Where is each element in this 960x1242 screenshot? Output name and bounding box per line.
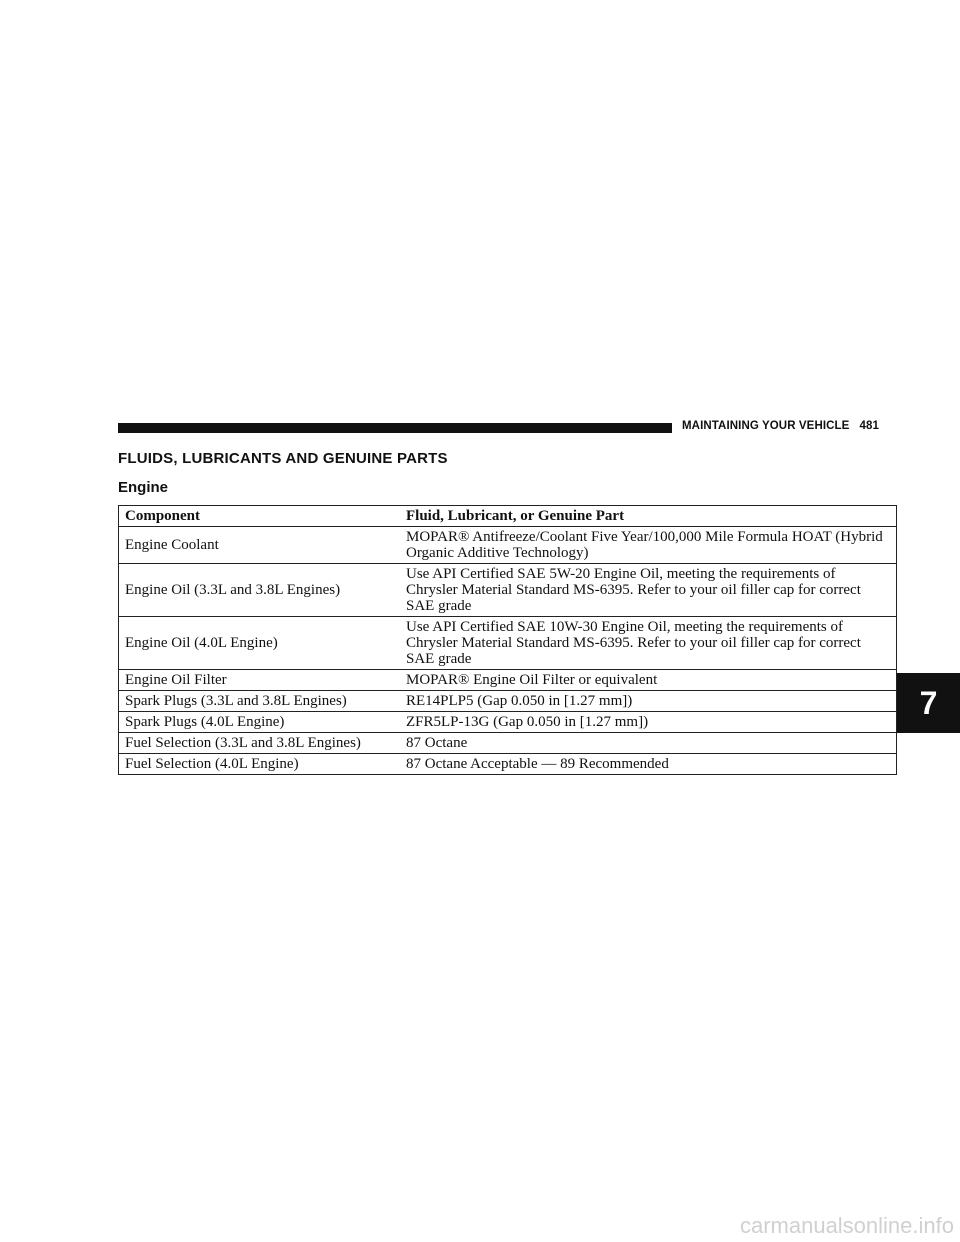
component-cell: Engine Oil Filter (119, 670, 402, 691)
table-row (119, 712, 897, 733)
table-row (119, 564, 897, 617)
engine-fluids-table (118, 505, 897, 775)
fluid-cell: MOPAR® Antifreeze/Coolant Five Year/100,000 Mile Formula HOAT (Hybrid Organic Additive Technology) (401, 527, 897, 564)
component-cell: Engine Coolant (119, 527, 402, 564)
running-header (682, 420, 879, 432)
component-cell: Engine Oil (3.3L and 3.8L Engines) (119, 564, 402, 617)
page-number: 481 (859, 420, 879, 432)
fluid-cell: Use API Certified SAE 10W-30 Engine Oil, meeting the requirements of Chrysler Material Standard MS-6395. Refer to your oil filler cap for correct SAE grade (401, 617, 897, 670)
subsection-title: Engine (118, 479, 169, 496)
component-cell: Spark Plugs (3.3L and 3.8L Engines) (119, 691, 402, 712)
fluid-cell: MOPAR® Engine Oil Filter or equivalent (401, 670, 897, 691)
watermark: carmanualsonline.info (739, 1213, 954, 1238)
chapter-tab: 7 (897, 673, 960, 733)
fluid-cell: ZFR5LP-13G (Gap 0.050 in [1.27 mm]) (401, 712, 897, 733)
fluid-cell: 87 Octane (401, 733, 897, 754)
fluid-cell: RE14PLP5 (Gap 0.050 in [1.27 mm]) (401, 691, 897, 712)
table-row (119, 733, 897, 754)
fluid-cell: Use API Certified SAE 5W-20 Engine Oil, meeting the requirements of Chrysler Material Standard MS-6395. Refer to your oil filler cap for correct SAE grade (401, 564, 897, 617)
component-cell: Engine Oil (4.0L Engine) (119, 617, 402, 670)
table-header-row (119, 506, 897, 527)
section-title: FLUIDS, LUBRICANTS AND GENUINE PARTS (118, 450, 448, 467)
header-section-title: MAINTAINING YOUR VEHICLE (682, 420, 850, 432)
table-row (119, 617, 897, 670)
header-rule (118, 423, 672, 433)
fluid-cell: 87 Octane Acceptable — 89 Recommended (401, 754, 897, 775)
table-row (119, 754, 897, 775)
component-cell: Fuel Selection (4.0L Engine) (119, 754, 402, 775)
table-row (119, 691, 897, 712)
table-row (119, 670, 897, 691)
table-row (119, 527, 897, 564)
component-cell: Fuel Selection (3.3L and 3.8L Engines) (119, 733, 402, 754)
component-cell: Spark Plugs (4.0L Engine) (119, 712, 402, 733)
column-header-component: Component (119, 506, 402, 527)
column-header-fluid: Fluid, Lubricant, or Genuine Part (401, 506, 897, 527)
